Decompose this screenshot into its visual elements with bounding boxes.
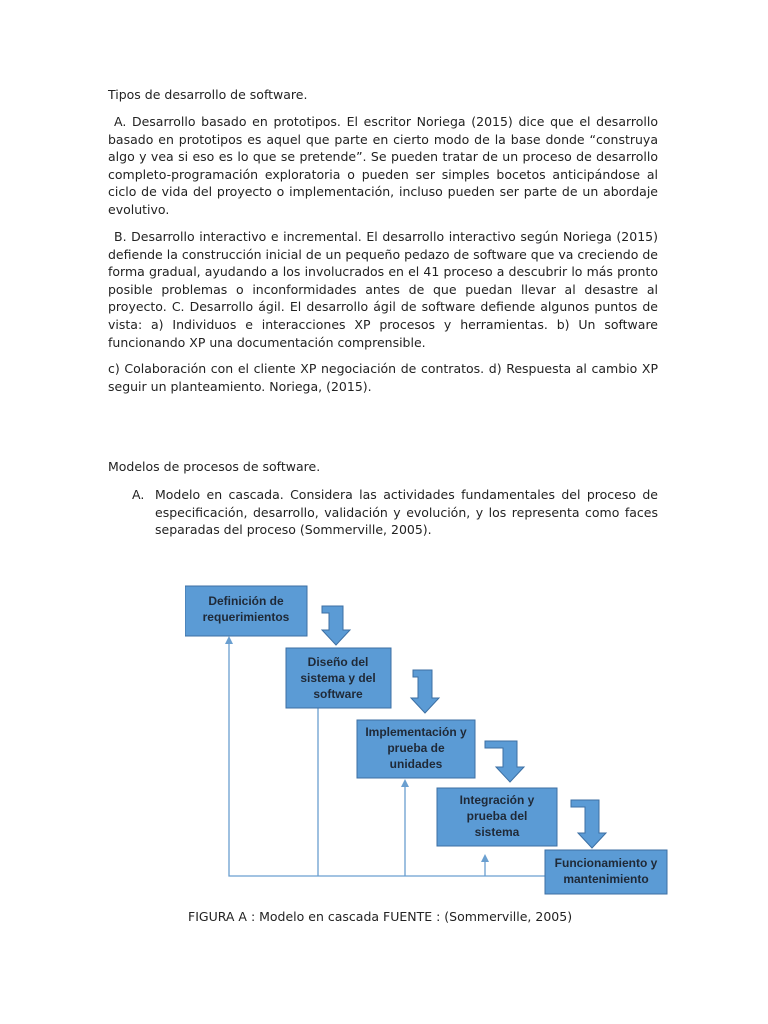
arrow-1-2	[322, 606, 350, 645]
waterfall-diagram	[185, 578, 675, 898]
arrow-2-3	[411, 670, 439, 713]
paragraph-interactivo: B. Desarrollo interactivo e incremental. El desarrollo interactivo según Noriega (2015) defiende la construcción inicial de un pequeño pedazo de software que va creciendo de forma gradual, ayudando a los involucrados en el 41 proceso a descubrir lo más pronto posible problemas o inconformidades antes de que puedan llevar al desastre al proyecto. C. Desarrollo ágil. El desarrollo ágil de software defiende algunos puntos de vista: a) Individuos e interacciones XP procesos y herramientas. b) Un software funcionando XP una documentación comprensible.	[108, 229, 658, 350]
box-implementacion	[357, 720, 475, 778]
paragraph-colaboracion: c) Colaboración con el cliente XP negociación de contratos. d) Respuesta al cambio XP seguir un planteamiento. Noriega, (2015).	[108, 361, 658, 394]
box-definicion	[185, 586, 307, 636]
box-implementacion-line3: unidades	[389, 757, 443, 771]
box-diseno-line3: software	[313, 687, 363, 701]
box-funcionamiento-line2: mantenimiento	[563, 872, 649, 886]
paragraph-prototipos: A. Desarrollo basado en prototipos. El escritor Noriega (2015) dice que el desarrollo basado en prototipos es aquel que parte en cierto modo de la base donde “construya algo y vea si eso es lo que se pretende”. Se pueden tratar de un proceso de desarrollo completo-programación exploratoria o pueden ser simples bocetos anticipándose al ciclo de vida del proyecto o implementación, incluso pueden ser parte de un abordaje evolutivo.	[108, 114, 658, 217]
box-integracion-line1: Integración y	[459, 793, 535, 807]
arrow-3-4	[485, 741, 524, 782]
box-implementacion-line2: prueba de	[387, 741, 445, 755]
figure-caption: FIGURA A : Modelo en cascada FUENTE : (Sommerville, 2005)	[188, 909, 573, 924]
box-funcionamiento	[545, 850, 667, 894]
list-marker: A.	[132, 487, 145, 502]
box-definicion-line1: Definición de	[208, 594, 284, 608]
box-diseno-line2: sistema y del	[300, 671, 376, 685]
box-definicion-line2: requerimientos	[202, 610, 290, 624]
section-title-tipos: Tipos de desarrollo de software.	[108, 87, 308, 102]
box-integracion-line3: sistema	[474, 825, 520, 839]
box-diseno-line1: Diseño del	[307, 655, 369, 669]
box-implementacion-line1: Implementación y	[365, 725, 467, 739]
box-diseno	[286, 648, 391, 708]
list-item-text: Modelo en cascada. Considera las actividades fundamentales del proceso de especificación, desarrollo, validación y evolución, y los representa como faces separadas del proceso (Sommerville, 2005).	[155, 487, 658, 538]
box-funcionamiento-line1: Funcionamiento y	[554, 856, 658, 870]
box-integracion-line2: prueba del	[466, 809, 528, 823]
arrow-4-5	[571, 800, 606, 848]
list-item-cascada	[132, 486, 658, 539]
section-title-modelos: Modelos de procesos de software.	[108, 459, 321, 474]
box-integracion	[437, 788, 557, 846]
